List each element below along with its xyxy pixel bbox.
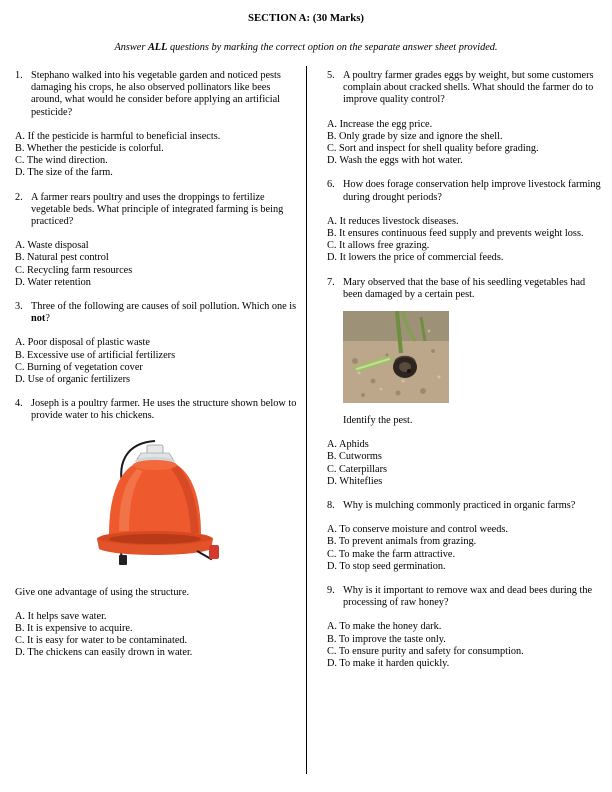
question-text: Mary observed that the base of his seedling vegetables had been damaged by a certain pest. [343, 276, 586, 300]
question-text: Why is it important to remove wax and dead bees during the processing of raw honey? [343, 585, 593, 609]
option-c[interactable]: C. To ensure purity and safety for consumption. [327, 645, 524, 657]
option-c[interactable]: C. Recycling farm resources [15, 264, 133, 276]
option-d[interactable]: D. Whiteflies [327, 475, 383, 487]
option-d[interactable]: D. To make it harden quickly. [327, 658, 450, 670]
question-emphasis: not [31, 313, 46, 325]
question-1 [15, 70, 297, 180]
question-2 [15, 192, 297, 289]
option-b[interactable]: B. Natural pest control [15, 252, 109, 264]
option-b[interactable]: B. Excessive use of artificial fertilizers [15, 349, 176, 361]
option-b[interactable]: B. Only grade by size and ignore the shell. [327, 130, 503, 142]
option-a[interactable]: A. Poor disposal of plastic waste [15, 337, 150, 349]
question-number: 5. [327, 70, 335, 81]
option-c[interactable]: C. To make the farm attractive. [327, 548, 456, 560]
question-stem [15, 398, 297, 422]
option-c[interactable]: C. Caterpillars [327, 463, 388, 475]
option-c[interactable]: C. It allows free grazing. [327, 240, 430, 252]
instruction-prefix: Answer [114, 42, 148, 53]
question-stem [15, 192, 297, 229]
option-c[interactable]: C. The wind direction. [15, 155, 108, 167]
option-d[interactable]: D. Water retention [15, 276, 91, 288]
question-9 [327, 585, 602, 670]
instruction-suffix: questions by marking the correct option on the separate answer sheet provided. [167, 42, 498, 53]
options-list [327, 439, 602, 488]
question-6 [327, 179, 602, 264]
options-list [15, 337, 297, 386]
option-c[interactable]: C. Sort and inspect for shell quality before grading. [327, 143, 539, 155]
instruction-emphasis: ALL [147, 42, 168, 53]
option-b[interactable]: B. It ensures continuous feed supply and prevents weight loss. [327, 228, 584, 240]
question-follow-up: Identify the pest. [343, 415, 413, 427]
option-a[interactable]: A. To conserve moisture and control weeds. [327, 524, 508, 536]
question-stem [327, 500, 602, 512]
option-d[interactable]: D. It lowers the price of commercial feeds. [327, 252, 504, 264]
poultry-waterer-image [85, 435, 225, 575]
option-a[interactable]: A. It helps save water. [15, 610, 107, 622]
option-b[interactable]: B. Whether the pesticide is colorful. [15, 143, 164, 155]
question-text: Three of the following are causes of soil pollution. Which one is [31, 301, 297, 313]
option-b[interactable]: B. Cutworms [327, 451, 382, 463]
option-d[interactable]: D. Use of organic fertilizers [15, 374, 131, 386]
question-stem [327, 179, 602, 203]
question-text: Stephano walked into his vegetable garden and noticed pests damaging his crops, he also observed pollinators like bees around, what would he consider before applying an artificial pesticide? [31, 70, 281, 118]
option-a[interactable]: A. To make the honey dark. [327, 621, 442, 633]
option-b[interactable]: B. To improve the taste only. [327, 633, 446, 645]
option-b[interactable]: B. It is expensive to acquire. [15, 623, 133, 635]
question-stem [327, 70, 602, 107]
option-b[interactable]: B. To prevent animals from grazing. [327, 536, 477, 548]
question-number: 2. [15, 191, 23, 203]
question-number: 8. [327, 500, 335, 512]
right-column [327, 70, 602, 670]
option-d[interactable]: D. The chickens can easily drown in water. [15, 647, 193, 659]
question-follow-up: Give one advantage of using the structure. [15, 586, 190, 598]
options-list [327, 524, 602, 573]
question-stem [327, 277, 602, 301]
option-a[interactable]: A. It reduces livestock diseases. [327, 215, 459, 227]
question-number: 7. [327, 276, 335, 288]
option-a[interactable]: A. Increase the egg price. [327, 118, 433, 130]
question-text: A poultry farmer grades eggs by weight, but some customers complain about cracked shells. What should the farmer do to improve quality control? [343, 70, 594, 106]
question-text: A farmer rears poultry and uses the droppings to fertilize vegetable beds. What principle of integrated farming is being practiced? [31, 191, 284, 228]
option-d[interactable]: D. To stop seed germination. [327, 560, 446, 572]
question-number: 9. [327, 585, 335, 597]
question-number: 3. [15, 301, 23, 313]
question-4 [15, 398, 297, 659]
cutworm-seedling-photo [343, 311, 449, 403]
question-stem [15, 70, 297, 119]
question-8 [327, 500, 602, 573]
question-text: Why is mulching commonly practiced in organic farms? [343, 500, 576, 512]
options-list [15, 131, 297, 180]
question-text: Joseph is a poultry farmer. He uses the structure shown below to provide water to his chickens. [31, 398, 297, 422]
question-3 [15, 301, 297, 386]
question-stem [15, 301, 297, 325]
options-list [15, 611, 297, 660]
options-list [327, 216, 602, 265]
option-a[interactable]: A. If the pesticide is harmful to beneficial insects. [15, 130, 221, 142]
question-number: 4. [15, 398, 23, 410]
option-c[interactable]: C. It is easy for water to be contaminated. [15, 635, 188, 647]
options-list [327, 621, 602, 670]
question-7 [327, 277, 602, 488]
left-column [15, 70, 297, 660]
column-divider [306, 66, 307, 774]
options-list [327, 119, 602, 168]
question-text-end: ? [45, 313, 50, 325]
option-a[interactable]: A. Waste disposal [15, 240, 89, 252]
question-stem [327, 585, 602, 609]
question-number: 6. [327, 179, 335, 191]
option-d[interactable]: D. Wash the eggs with hot water. [327, 155, 463, 167]
question-5 [327, 70, 602, 167]
option-c[interactable]: C. Burning of vegetation cover [15, 361, 143, 373]
instruction-line [0, 42, 612, 54]
options-list [15, 240, 297, 289]
question-text: How does forage conservation help improve livestock farming during drought periods? [343, 179, 601, 203]
option-d[interactable]: D. The size of the farm. [15, 167, 113, 179]
section-title: SECTION A: (30 Marks) [247, 12, 365, 24]
option-a[interactable]: A. Aphids [327, 439, 369, 451]
question-number: 1. [15, 70, 23, 81]
